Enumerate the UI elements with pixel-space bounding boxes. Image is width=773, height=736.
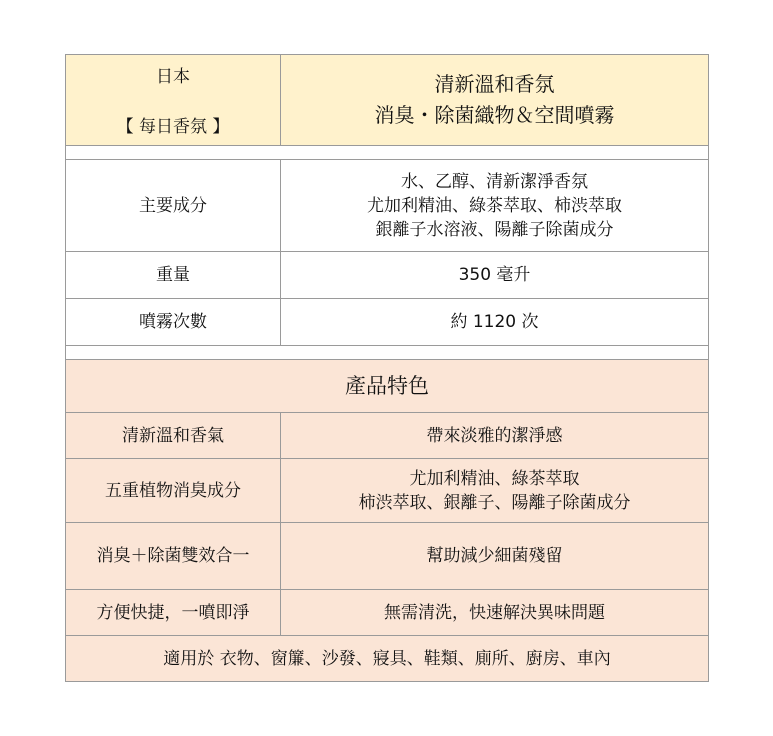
product-title-cell [281,55,709,146]
weight-row [66,252,709,299]
feature-row [66,459,709,523]
ingredients-row [66,160,709,252]
spacer-row [66,146,709,160]
product-title: 清新溫和香氛 [434,72,555,96]
ingredients-line: 水、乙醇、清新潔淨香氛 [401,171,588,192]
ingredients-line: 銀離子水溶液、陽離子除菌成分 [375,219,614,240]
ingredients-line: 尤加利精油、綠茶萃取、柿渋萃取 [367,195,622,216]
feature-description-line: 尤加利精油、綠茶萃取 [409,468,580,489]
feature-row [66,590,709,636]
ingredients-value [281,160,709,252]
spacer-cell [66,146,709,160]
sprays-value: 約 1120 次 [281,299,709,346]
brand-cell [66,55,281,146]
product-spec-table [65,54,709,682]
feature-description: 幫助減少細菌殘留 [281,523,709,590]
feature-row [66,523,709,590]
feature-description [281,459,709,523]
feature-label: 方便快捷，一噴即淨 [66,590,281,636]
features-title: 產品特色 [66,360,709,413]
header-row [66,55,709,146]
spacer-cell [66,346,709,360]
product-subtitle: 消臭・除菌織物＆空間噴霧 [374,103,615,127]
feature-description: 帶來淡雅的潔淨感 [281,413,709,459]
feature-description: 無需清洗，快速解決異味問題 [281,590,709,636]
weight-label: 重量 [66,252,281,299]
sprays-row [66,299,709,346]
series-text: 【 每日香氛 】 [116,117,230,137]
ingredients-label: 主要成分 [66,160,281,252]
origin-text: 日本 [156,67,190,87]
features-title-row [66,360,709,413]
feature-label: 五重植物消臭成分 [66,459,281,523]
spacer-row [66,346,709,360]
feature-label: 清新溫和香氣 [66,413,281,459]
feature-label: 消臭＋除菌雙效合一 [66,523,281,590]
feature-row [66,413,709,459]
usage-text: 適用於 衣物、窗簾、沙發、寢具、鞋類、廁所、廚房、車內 [66,636,709,682]
feature-description-line: 柿渋萃取、銀離子、陽離子除菌成分 [358,492,631,513]
usage-row [66,636,709,682]
weight-value: 350 毫升 [281,252,709,299]
sprays-label: 噴霧次數 [66,299,281,346]
